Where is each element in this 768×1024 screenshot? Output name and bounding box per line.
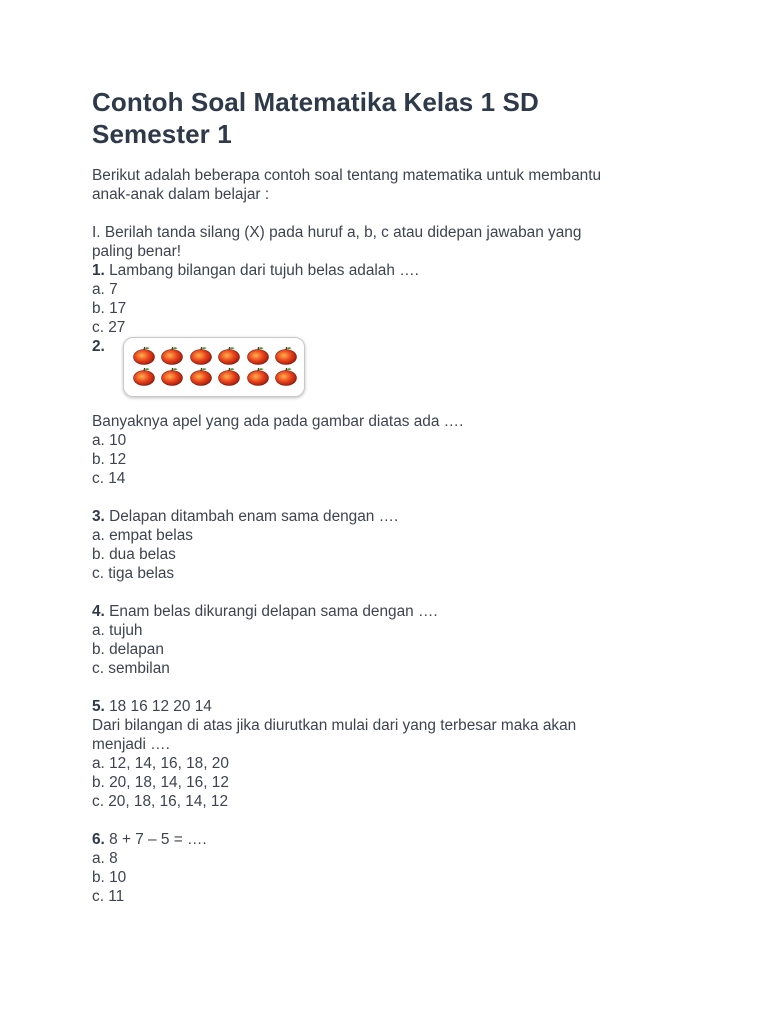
- option-c[interactable]: c. 14: [92, 470, 126, 487]
- intro-line-2: anak-anak dalam belajar :: [92, 186, 270, 203]
- title-line-1: Contoh Soal Matematika Kelas 1 SD: [92, 87, 539, 117]
- question-4: [92, 602, 692, 678]
- apple-icon: [246, 345, 270, 365]
- question-text: 8 + 7 – 5 = ….: [109, 831, 207, 848]
- question-6: [92, 830, 692, 906]
- question-number: 4.: [92, 603, 105, 620]
- question-5: [92, 697, 692, 811]
- question-1-text: [92, 261, 692, 280]
- option-a[interactable]: a. 10: [92, 432, 127, 449]
- instruction: [92, 223, 692, 261]
- question-5-subtext-line-2: menjadi ….: [92, 736, 170, 753]
- option-a[interactable]: a. 12, 14, 16, 18, 20: [92, 755, 229, 772]
- apple-icon: [217, 366, 241, 386]
- instruction-line-1: I. Berilah tanda silang (X) pada huruf a, b, c atau didepan jawaban yang: [92, 224, 582, 241]
- instruction-line-2: paling benar!: [92, 243, 181, 260]
- question-6-text: [92, 830, 692, 849]
- question-text: Lambang bilangan dari tujuh belas adalah ….: [109, 262, 419, 279]
- apple-icon: [160, 366, 184, 386]
- option-c[interactable]: c. tiga belas: [92, 565, 175, 582]
- option-a[interactable]: a. empat belas: [92, 527, 193, 544]
- apple-icon: [189, 366, 213, 386]
- question-5-subtext-line-1: Dari bilangan di atas jika diurutkan mulai dari yang terbesar maka akan: [92, 717, 577, 734]
- apple-grid: [132, 345, 303, 387]
- intro-line-1: Berikut adalah beberapa contoh soal tentang matematika untuk membantu: [92, 167, 602, 184]
- option-b[interactable]: b. 12: [92, 451, 127, 468]
- question-text: Delapan ditambah enam sama dengan ….: [109, 508, 399, 525]
- question-number: 1.: [92, 262, 105, 279]
- question-number: 5.: [92, 698, 105, 715]
- question-number: 6.: [92, 831, 105, 848]
- question-number: 2.: [92, 338, 105, 355]
- apple-icon: [217, 345, 241, 365]
- apple-icon: [132, 366, 156, 386]
- question-text: 18 16 12 20 14: [109, 698, 212, 715]
- option-c[interactable]: c. 27: [92, 319, 126, 336]
- document-page: [92, 86, 692, 906]
- apple-icon: [132, 345, 156, 365]
- question-text: Enam belas dikurangi delapan sama dengan ….: [109, 603, 438, 620]
- option-c[interactable]: c. 20, 18, 16, 14, 12: [92, 793, 229, 810]
- question-3: [92, 507, 692, 583]
- question-1: [92, 261, 692, 337]
- option-c[interactable]: c. 11: [92, 888, 125, 905]
- question-2-text: Banyaknya apel yang ada pada gambar diatas ada ….: [92, 413, 464, 430]
- option-b[interactable]: b. 20, 18, 14, 16, 12: [92, 774, 229, 791]
- option-b[interactable]: b. dua belas: [92, 546, 176, 563]
- option-a[interactable]: a. 7: [92, 281, 118, 298]
- apple-icon: [246, 366, 270, 386]
- question-5-text: [92, 697, 692, 716]
- apple-picture: [123, 337, 305, 397]
- question-2: [92, 337, 692, 488]
- option-a[interactable]: a. tujuh: [92, 622, 143, 639]
- apple-icon: [274, 366, 298, 386]
- apple-icon: [160, 345, 184, 365]
- question-number: 3.: [92, 508, 105, 525]
- option-c[interactable]: c. sembilan: [92, 660, 170, 677]
- apple-icon: [189, 345, 213, 365]
- question-4-text: [92, 602, 692, 621]
- intro-paragraph: [92, 166, 692, 204]
- option-b[interactable]: b. 17: [92, 300, 127, 317]
- page-title: [92, 86, 692, 150]
- option-a[interactable]: a. 8: [92, 850, 118, 867]
- question-3-text: [92, 507, 692, 526]
- apple-icon: [274, 345, 298, 365]
- option-b[interactable]: b. delapan: [92, 641, 164, 658]
- title-line-2: Semester 1: [92, 119, 232, 149]
- option-b[interactable]: b. 10: [92, 869, 127, 886]
